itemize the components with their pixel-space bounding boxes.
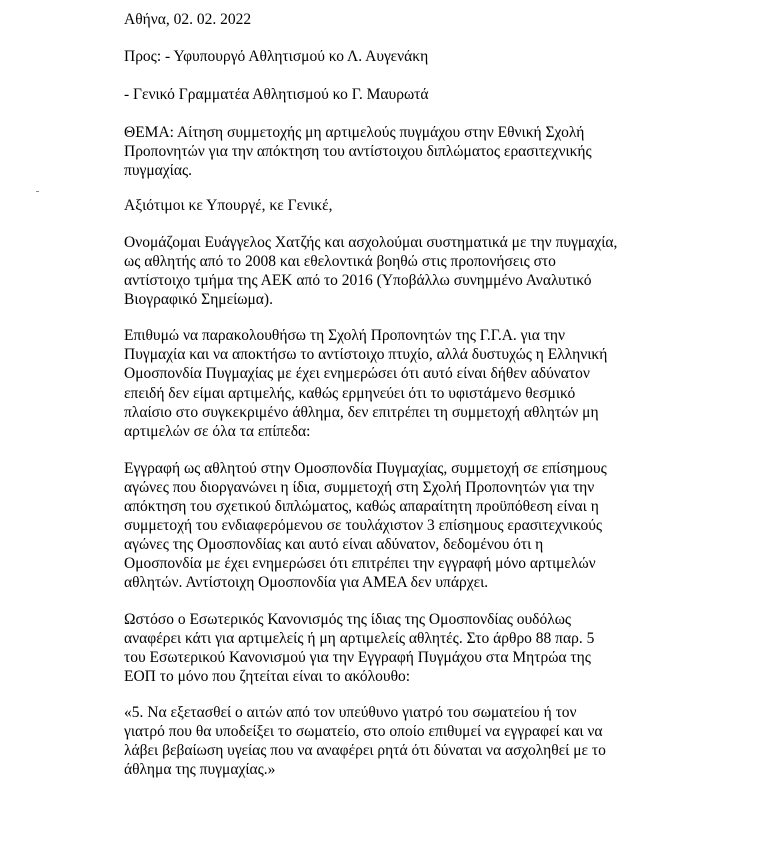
paragraph-line: πλαίσιο στο συγκεκριμένο άθλημα, δεν επιτρέπει τη συμμετοχή αθλητών μη xyxy=(124,404,599,421)
paragraph-line: Επιθυμώ να παρακολουθήσω τη Σχολή Προπονητών της Γ.Γ.Α. για την xyxy=(124,327,566,344)
paragraph-line: του Εσωτερικού Κανονισμού για την Εγγραφή Πυγμάχου στα Μητρώα της xyxy=(124,649,591,666)
subject-line: ΘΕΜΑ: Αίτηση συμμετοχής μη αρτιμελούς πυγμάχου στην Εθνική Σχολή xyxy=(124,124,585,141)
quote-line: γιατρό που θα υποδείξει το σωματείο, στο οποίο επιθυμεί να εγγραφεί και να xyxy=(124,723,603,740)
quote-line: λάβει βεβαίωση υγείας που να αναφέρει ρητά ότι δύναται να ασχοληθεί με το xyxy=(124,742,606,759)
paragraph-line: Βιογραφικό Σημείωμα). xyxy=(124,291,273,308)
subject-line: Προπονητών για την απόκτηση του αντίστοιχου διπλώματος ερασιτεχνικής xyxy=(124,143,592,160)
paragraph-line: αγώνες της Ομοσπονδίας και αυτό είναι αδύνατον, δεδομένου ότι η xyxy=(124,536,544,553)
paragraph-line: Ωστόσο ο Εσωτερικός Κανονισμός της ίδιας της Ομοσπονδίας ουδόλως xyxy=(124,611,572,628)
recipient-line: - Γενικό Γραμματέα Αθλητισμού κο Γ. Μαυρωτά xyxy=(124,86,429,103)
paragraph-line: αγώνες που διοργανώνει η ίδια, συμμετοχή στη Σχολή Προπονητών για την xyxy=(124,479,595,496)
paragraph-line: Ομοσπονδία Πυγμαχίας με έχει ενημερώσει ότι αυτό είναι δήθεν αδύνατον xyxy=(124,365,590,382)
salutation: Αξιότιμοι κε Υπουργέ, κε Γενικέ, xyxy=(124,197,333,214)
paragraph-line: αντίστοιχο τμήμα της ΑΕΚ από το 2016 (Υποβάλλω συνημμένο Αναλυτικό xyxy=(124,272,592,289)
paragraph-line: Ονομάζομαι Ευάγγελος Χατζής και ασχολούμαι συστηματικά με την πυγμαχία, xyxy=(124,234,618,251)
quote-line: άθλημα της πυγμαχίας.» xyxy=(124,761,276,778)
quote-line: «5. Να εξετασθεί ο αιτών από τον υπεύθυνο γιατρό του σωματείου ή τον xyxy=(124,704,577,721)
paragraph-line: Πυγμαχία και να αποκτήσω το αντίστοιχο πτυχίο, αλλά δυστυχώς η Ελληνική xyxy=(124,346,608,363)
paragraph-line: ως αθλητής από το 2008 και εθελοντικά βοηθώ στις προπονήσεις στο xyxy=(124,253,556,270)
paragraph-line: αθλητών. Αντίστοιχη Ομοσπονδία για ΑΜΕΑ δεν υπάρχει. xyxy=(124,574,489,591)
paragraph-line: Εγγραφή ως αθλητού στην Ομοσπονδία Πυγμαχίας, συμμετοχή σε επίσημους xyxy=(124,460,607,477)
letter-date: Αθήνα, 02. 02. 2022 xyxy=(124,11,252,28)
paragraph-line: συμμετοχή του ενδιαφερόμενου σε τουλάχιστον 3 επίσημους ερασιτεχνικούς xyxy=(124,517,603,534)
paragraph-line: αναφέρει κάτι για αρτιμελείς ή μη αρτιμελείς αθλητές. Στο άρθρο 88 παρ. 5 xyxy=(124,630,595,647)
paragraph-line: επειδή δεν είμαι αρτιμελής, καθώς ερμηνεύει ότι το υφιστάμενο θεσμικό xyxy=(124,385,576,402)
paragraph-line: Ομοσπονδία με έχει ενημερώσει ότι επιτρέπει την εγγραφή μόνο αρτιμελών xyxy=(124,555,596,572)
paragraph-line: αρτιμελών σε όλα τα επίπεδα: xyxy=(124,423,311,440)
paragraph-line: απόκτηση του σχετικού διπλώματος, καθώς απαραίτητη προϋπόθεση είναι η xyxy=(124,498,599,515)
paragraph-line: ΕΟΠ το μόνο που ζητείται είναι το ακόλουθο: xyxy=(124,668,411,685)
margin-mark xyxy=(36,191,39,192)
subject-line: πυγμαχίας. xyxy=(124,162,192,179)
recipient-line: Προς: - Υφυπουργό Αθλητισμού κο Λ. Αυγενάκη xyxy=(124,48,429,65)
